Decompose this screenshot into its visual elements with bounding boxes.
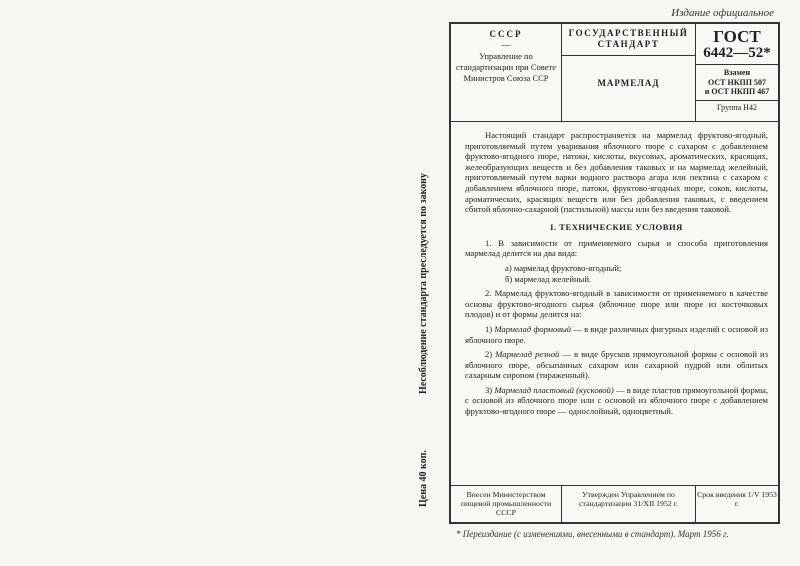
standard-title: ГОСУДАРСТВЕННЫЙ СТАНДАРТ <box>562 24 695 56</box>
side-price: Цена 40 коп. <box>418 450 429 507</box>
replaces-block <box>696 64 778 100</box>
gost-cell <box>696 24 778 121</box>
side-law-notice: Несоблюдение стандарта преследуется по закону <box>418 173 429 394</box>
kind-name: Мармелад формовый <box>494 323 572 334</box>
kind-name: Мармелад резной <box>495 349 560 360</box>
document-header <box>451 24 778 122</box>
kind-item <box>465 385 768 417</box>
approved-by: Утвержден Управлением по стандартизации 31/XII 1952 г. <box>562 486 696 522</box>
replaces-line: и ОСТ НКПП 467 <box>704 87 770 96</box>
kind-item <box>465 324 768 345</box>
kind-item <box>465 349 768 381</box>
list-item: а) мармелад фруктово-ягодный; <box>505 262 622 273</box>
country-label: СССР <box>489 29 523 39</box>
clause-2: 2. Мармелад фруктово-ягодный в зависимости от применяемого в качестве основы фруктово-ягодного сырья (яблочное пюре или пюре из косточковых плодов) и от формы делится на: <box>465 288 768 320</box>
list-item: б) мармелад желейный. <box>505 273 592 284</box>
header-dash: — <box>501 40 511 50</box>
intro-paragraph: Настоящий стандарт распространяется на мармелад фруктово-ягодный, приготовляемый путем уваривания яблочного пюре с сахаром с добавлением фруктово-ягодного пюре, патоки, кислоты, вкусовых, ароматических, красящих, желеобразующих веществ и без добавления таковых и на мармелад желейный, приготовляемый путем варки водного раствора агара или пектина с сахаром с добавлением яблочного пюре, патоки, фруктово-ягодных пюре, соков, кислоты, ароматических, красящих веществ или без добавления таковых, с введением сбитой яблочно-сахарной (пастильной) массы или без введения таковой. <box>465 130 768 215</box>
edition-note: Издание официальное <box>671 7 774 19</box>
gost-number: 6442—52* <box>703 45 771 61</box>
document-page <box>449 22 780 524</box>
introduced-by: Внесен Министерством пищевой промышленности СССР <box>451 486 562 522</box>
issuer-cell <box>451 24 562 121</box>
ministry-label: Управление по стандартизации при Совете Министров Союза ССР <box>456 51 556 83</box>
replaces-line: Взамен <box>723 68 751 77</box>
section-title: I. ТЕХНИЧЕСКИЕ УСЛОВИЯ <box>550 221 683 232</box>
document-body <box>451 122 778 417</box>
product-name: МАРМЕЛАД <box>597 78 660 88</box>
kind-text: — в виде различных фигурных изделий с основой из яблочного пюре. <box>465 323 768 345</box>
clause-1: 1. В зависимости от применяемого сырья и способа приготовления мармелад делится на два вида: <box>465 237 768 259</box>
kind-number: 3) <box>485 384 493 395</box>
group-label: Группа Н42 <box>696 100 778 112</box>
effective-date: Срок введения 1/V 1953 г. <box>697 490 777 508</box>
kind-text: — в виде брусков прямоугольной формы с основой из яблочного пюре, обсыпанных сахаром или сахарной пудрой или облитых сахарным сиропом (тираженный). <box>465 349 769 381</box>
gost-word: ГОСТ <box>713 27 761 46</box>
title-cell <box>562 24 696 121</box>
replaces-line: ОСТ НКПП 507 <box>708 77 766 87</box>
footnote: * Переиздание (с изменениями, внесенными в стандарт). Март 1956 г. <box>456 529 729 539</box>
kind-text: — в виде пластов прямоугольной формы, с основой из яблочного пюре или с основой из яблочного пюре с добавлением фруктово-ягодного пюре — однослойный, одноцветный. <box>465 384 768 417</box>
kind-name: Мармелад пластовый (кусковой) <box>494 384 614 395</box>
kind-number: 2) <box>485 349 493 360</box>
kind-number: 1) <box>485 323 493 334</box>
document-footer <box>451 485 778 522</box>
